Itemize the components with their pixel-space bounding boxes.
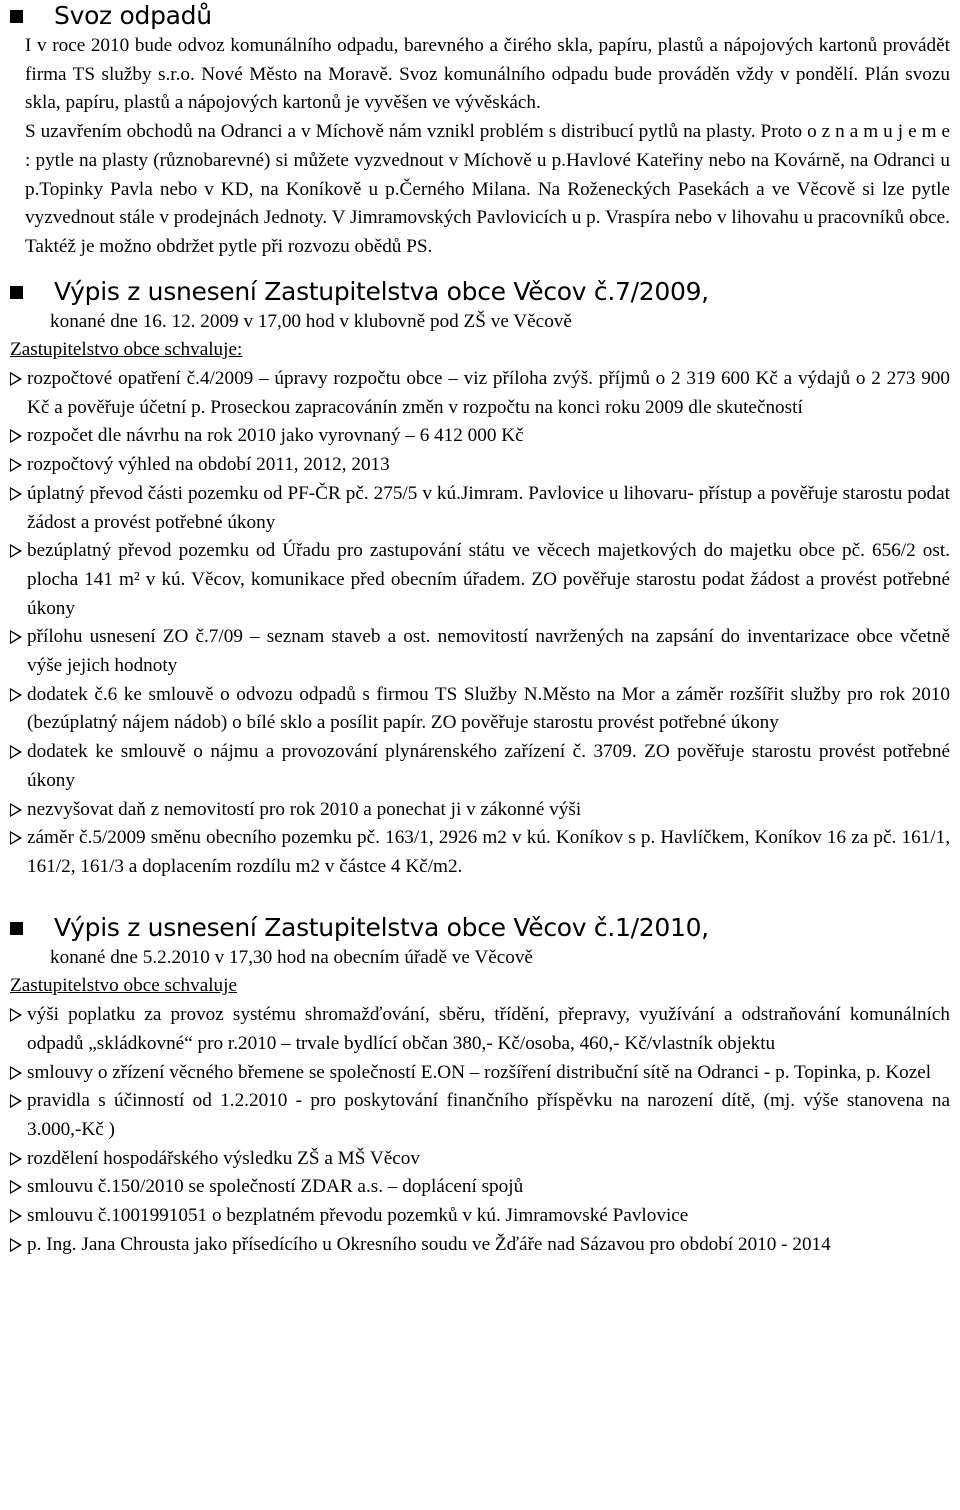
list-item: p. Ing. Jana Chrousta jako přísedícího u Okresního soudu ve Žďáře nad Sázavou pro období 2010 - 2014 — [10, 1231, 950, 1260]
arrow-bullet-icon — [10, 1008, 22, 1022]
arrow-bullet-icon — [10, 487, 22, 501]
arrow-bullet-icon — [10, 1066, 22, 1080]
list-item: rozpočtový výhled na období 2011, 2012, 2013 — [10, 451, 950, 480]
arrow-bullet-icon — [10, 458, 22, 472]
section-heading-usneseni-1-2010 — [10, 912, 950, 944]
resolution-list — [10, 1001, 950, 1259]
arrow-bullet-icon — [10, 630, 22, 644]
arrow-bullet-icon — [10, 1209, 22, 1223]
arrow-bullet-icon — [10, 745, 22, 759]
list-item: rozdělení hospodářského výsledku ZŠ a MŠ Věcov — [10, 1145, 950, 1174]
arrow-bullet-icon — [10, 1152, 22, 1166]
arrow-bullet-icon — [10, 803, 22, 817]
list-item: dodatek ke smlouvě o nájmu a provozování plynárenského zařízení č. 3709. ZO pověřuje starostu provést potřebné úkony — [10, 738, 950, 795]
list-item: pravidla s účinností od 1.2.2010 - pro poskytování finančního příspěvku na narození dítě, (mj. výše stanovena na 3.000,-Kč ) — [10, 1087, 950, 1144]
square-bullet-icon — [10, 286, 23, 299]
arrow-bullet-icon — [10, 1094, 22, 1108]
section-heading-svoz — [10, 0, 950, 32]
arrow-bullet-icon — [10, 831, 22, 845]
heading-text: Výpis z usnesení Zastupitelstva obce Věcov č.1/2010, — [54, 912, 709, 942]
section-heading-usneseni-7-2009 — [10, 276, 950, 308]
list-item: smlouvu č.1001991051 o bezplatném převodu pozemků v kú. Jimramovské Pavlovice — [10, 1202, 950, 1231]
meeting-date: konané dne 5.2.2010 v 17,30 hod na obecním úřadě ve Věcově — [50, 946, 533, 968]
schvaluje-label: Zastupitelstvo obce schvaluje: — [10, 339, 243, 361]
list-item: nezvyšovat daň z nemovitostí pro rok 2010 a ponechat ji v zákonné výši — [10, 796, 950, 825]
arrow-bullet-icon — [10, 372, 22, 386]
list-item: rozpočtové opatření č.4/2009 – úpravy rozpočtu obce – viz příloha zvýš. příjmů o 2 319 600 Kč a výdajů o 2 273 900 Kč a pověřuje účetní p. Proseckou zapracovánín změn v rozpočtu na konci roku 2009 dle skutečností — [10, 365, 950, 422]
arrow-bullet-icon — [10, 1238, 22, 1252]
meeting-date: konané dne 16. 12. 2009 v 17,00 hod v klubovně pod ZŠ ve Věcově — [50, 310, 572, 332]
heading-text: Výpis z usnesení Zastupitelstva obce Věcov č.7/2009, — [54, 276, 709, 306]
list-item: rozpočet dle návrhu na rok 2010 jako vyrovnaný – 6 412 000 Kč — [10, 422, 950, 451]
list-item: dodatek č.6 ke smlouvě o odvozu odpadů s firmou TS Služby N.Město na Mor a záměr rozšířit služby pro rok 2010 (bezúplatný nájem nádob) o bílé sklo a posílit papír. ZO pověřuje starostu provést potřebné úkony — [10, 681, 950, 738]
list-item: smlouvu č.150/2010 se společností ZDAR a.s. – doplácení spojů — [10, 1173, 950, 1202]
arrow-bullet-icon — [10, 688, 22, 702]
paragraph: S uzavřením obchodů na Odranci a v Míchově nám vznikl problém s distribucí pytlů na plasty. Proto o z n a m u j e m e : pytle na plasty (různobarevné) si můžete vyzvednout v Míchově u p.Havlové Kateřiny nebo na Kovárně, na Odranci u p.Topinky Pavla nebo v KD, na Koníkově u p.Černého Milana. Na Roženeckých Pasekách a ve Věcově si lze pytle vyzvednout stále v prodejnách Jednoty. V Jimramovských Pavlovicích u p. Vraspíra nebo v lihovahu u pracovníků obce. Taktéž je možno obdržet pytle při rozvozu obědů PS. — [25, 121, 950, 257]
resolution-list — [10, 365, 950, 882]
square-bullet-icon — [10, 10, 23, 23]
arrow-bullet-icon — [10, 429, 22, 443]
list-item: úplatný převod části pozemku od PF-ČR pč. 275/5 v kú.Jimram. Pavlovice u lihovaru- přístup a pověřuje starostu podat žádost a provést potřebné úkony — [10, 480, 950, 537]
paragraph: I v roce 2010 bude odvoz komunálního odpadu, barevného a čirého skla, papíru, plastů a nápojových kartonů provádět firma TS služby s.r.o. Nové Město na Moravě. Svoz komunálního odpadu bude prováděn vždy v pondělí. Plán svozu skla, papíru, plastů a nápojových kartonů je vyvěšen ve vývěskách. — [25, 35, 950, 114]
list-item: bezúplatný převod pozemku od Úřadu pro zastupování státu ve věcech majetkových do majetku obce pč. 656/2 ost. plocha 141 m² v kú. Věcov, komunikace před obecním úřadem. ZO pověřuje starostu podat žádost a provést potřebné úkony — [10, 537, 950, 623]
square-bullet-icon — [10, 922, 23, 935]
list-item: smlouvy o zřízení věcného břemene se společností E.ON – rozšíření distribuční sítě na Odranci - p. Topinka, p. Kozel — [10, 1059, 950, 1088]
list-item: záměr č.5/2009 směnu obecního pozemku pč. 163/1, 2926 m2 v kú. Koníkov s p. Havlíčkem, Koníkov 16 za pč. 161/1, 161/2, 161/3 a doplacením rozdílu m2 v částce 4 Kč/m2. — [10, 824, 950, 881]
list-item: přílohu usnesení ZO č.7/09 – seznam staveb a ost. nemovitostí navržených na zapsání do inventarizace obce včetně výše jejich hodnoty — [10, 623, 950, 680]
schvaluje-label: Zastupitelstvo obce schvaluje — [10, 975, 237, 997]
heading-text: Svoz odpadů — [54, 1, 212, 30]
arrow-bullet-icon — [10, 544, 22, 558]
list-item: výši poplatku za provoz systému shromažďování, sběru, třídění, přepravy, využívání a odstraňování komunálních odpadů „skládkovné“ pro r.2010 – trvale bydlící občan 380,- Kč/osoba, 460,- Kč/vlastník objektu — [10, 1001, 950, 1058]
arrow-bullet-icon — [10, 1180, 22, 1194]
